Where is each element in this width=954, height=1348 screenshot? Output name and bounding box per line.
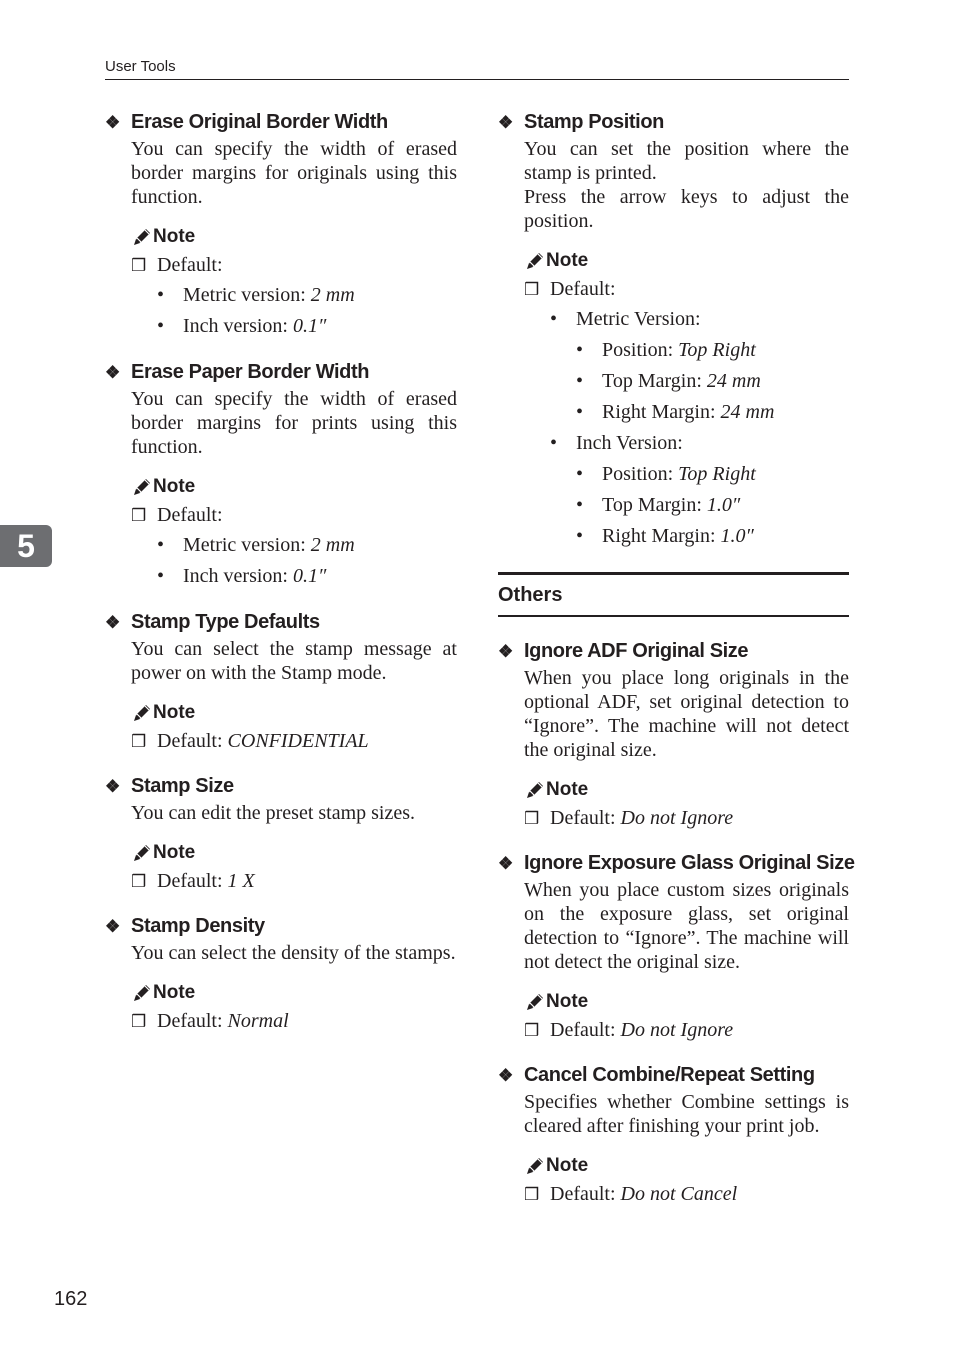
note-heading: Note xyxy=(131,473,457,501)
checkbox-square-icon: ❒ xyxy=(131,872,147,891)
note-heading: Note xyxy=(131,699,457,727)
section-title: ❖ Stamp Type Defaults xyxy=(105,608,457,637)
default-line: ❒ Default: 1 X xyxy=(131,867,457,896)
chapter-tab: 5 xyxy=(0,525,52,567)
note-block xyxy=(524,247,849,552)
checkbox-square-icon: ❒ xyxy=(524,280,540,299)
bullet-item: • Inch Version: xyxy=(550,432,683,454)
note-block xyxy=(131,979,457,1036)
pencil-icon xyxy=(131,983,153,1003)
note-heading: Note xyxy=(131,223,457,251)
section-stamp-type-defaults xyxy=(105,608,457,756)
default-line: ❒ Default: Do not Cancel xyxy=(524,1180,849,1209)
note-heading: Note xyxy=(524,247,849,275)
section-title: ❖ Stamp Density xyxy=(105,912,457,941)
section-erase-paper-border xyxy=(105,358,457,592)
section-body: You can select the stamp message at power on with the Stamp mode. xyxy=(131,638,457,684)
section-body: Press the arrow keys to adjust the position. xyxy=(524,186,849,232)
checkbox-square-icon: ❒ xyxy=(524,1021,540,1040)
pencil-icon xyxy=(131,477,153,497)
page-number: 162 xyxy=(54,1288,88,1310)
section-body: When you place long originals in the optional ADF, set original detection to “Ignore”. The machine will not detect the original size. xyxy=(524,667,849,761)
pencil-icon xyxy=(524,251,546,271)
others-heading: Others xyxy=(498,572,849,617)
bullet-item: • Inch version: 0.1″ xyxy=(157,315,327,337)
note-block xyxy=(131,699,457,756)
section-title: ❖ Ignore ADF Original Size xyxy=(498,637,849,666)
running-header: User Tools xyxy=(105,57,849,80)
pencil-icon xyxy=(524,1156,546,1176)
bullet-subitem: • Right Margin: 24 mm xyxy=(576,401,775,423)
bullet-subitem: • Position: Top Right xyxy=(576,463,756,485)
right-column xyxy=(498,108,855,1225)
pencil-icon xyxy=(131,843,153,863)
checkbox-square-icon: ❒ xyxy=(131,506,147,525)
section-stamp-position xyxy=(498,108,849,552)
default-line: ❒ Default: xyxy=(131,501,457,530)
section-ignore-glass-size xyxy=(498,849,855,1045)
section-title: ❖ Stamp Size xyxy=(105,772,457,801)
checkbox-square-icon: ❒ xyxy=(524,1185,540,1204)
section-title: ❖ Erase Original Border Width xyxy=(105,108,457,137)
section-cancel-combine-repeat xyxy=(498,1061,849,1209)
note-block xyxy=(524,776,849,833)
diamond-bullet-icon: ❖ xyxy=(105,613,120,632)
note-heading: Note xyxy=(524,1152,849,1180)
section-stamp-density xyxy=(105,912,457,1036)
default-line: ❒ Default: Do not Ignore xyxy=(524,804,849,833)
diamond-bullet-icon: ❖ xyxy=(498,1066,513,1085)
note-block xyxy=(524,988,849,1045)
note-heading: Note xyxy=(131,979,457,1007)
diamond-bullet-icon: ❖ xyxy=(105,917,120,936)
diamond-bullet-icon: ❖ xyxy=(498,113,513,132)
bullet-item: • Metric version: 2 mm xyxy=(157,534,355,556)
note-block xyxy=(131,473,457,592)
section-body: You can set the position where the stamp is printed. xyxy=(524,138,849,184)
pencil-icon xyxy=(524,992,546,1012)
checkbox-square-icon: ❒ xyxy=(131,732,147,751)
bullet-subitem: • Right Margin: 1.0″ xyxy=(576,525,754,547)
left-column xyxy=(105,108,457,1052)
pencil-icon xyxy=(524,780,546,800)
default-line: ❒ Default: Do not Ignore xyxy=(524,1016,849,1045)
note-heading: Note xyxy=(524,988,849,1016)
bullet-item: • Metric Version: xyxy=(550,308,701,330)
pencil-icon xyxy=(131,227,153,247)
bullet-item: • Metric version: 2 mm xyxy=(157,284,355,306)
section-title: ❖ Ignore Exposure Glass Original Size xyxy=(498,849,849,878)
section-title: ❖ Stamp Position xyxy=(498,108,849,137)
section-body: You can specify the width of erased border margins for prints using this function. xyxy=(131,388,457,458)
section-ignore-adf-size xyxy=(498,637,849,833)
section-title: ❖ Cancel Combine/Repeat Setting xyxy=(498,1061,849,1090)
diamond-bullet-icon: ❖ xyxy=(105,363,120,382)
default-line: ❒ Default: xyxy=(524,275,849,304)
section-title: ❖ Erase Paper Border Width xyxy=(105,358,457,387)
diamond-bullet-icon: ❖ xyxy=(105,113,120,132)
bullet-item: • Inch version: 0.1″ xyxy=(157,565,327,587)
default-line: ❒ Default: xyxy=(131,251,457,280)
checkbox-square-icon: ❒ xyxy=(131,1012,147,1031)
section-body: You can edit the preset stamp sizes. xyxy=(131,802,416,824)
diamond-bullet-icon: ❖ xyxy=(498,854,513,873)
pencil-icon xyxy=(131,703,153,723)
checkbox-square-icon: ❒ xyxy=(131,256,147,275)
diamond-bullet-icon: ❖ xyxy=(498,642,513,661)
bullet-subitem: • Position: Top Right xyxy=(576,339,756,361)
checkbox-square-icon: ❒ xyxy=(524,809,540,828)
default-line: ❒ Default: Normal xyxy=(131,1007,457,1036)
note-heading: Note xyxy=(131,839,457,867)
note-heading: Note xyxy=(524,776,849,804)
section-body: You can specify the width of erased border margins for originals using this function. xyxy=(131,138,457,208)
note-block xyxy=(131,839,457,896)
section-body: You can select the density of the stamps. xyxy=(131,942,456,964)
bullet-subitem: • Top Margin: 24 mm xyxy=(576,370,761,392)
note-block xyxy=(524,1152,849,1209)
section-body: Specifies whether Combine settings is cleared after finishing your print job. xyxy=(524,1091,849,1137)
note-block xyxy=(131,223,457,342)
diamond-bullet-icon: ❖ xyxy=(105,777,120,796)
bullet-subitem: • Top Margin: 1.0″ xyxy=(576,494,741,516)
section-erase-original-border xyxy=(105,108,457,342)
section-body: When you place custom sizes originals on the exposure glass, set original detection to “Ignore”. The machine will not detect the original size. xyxy=(524,879,849,973)
default-line: ❒ Default: CONFIDENTIAL xyxy=(131,727,457,756)
section-stamp-size xyxy=(105,772,457,896)
